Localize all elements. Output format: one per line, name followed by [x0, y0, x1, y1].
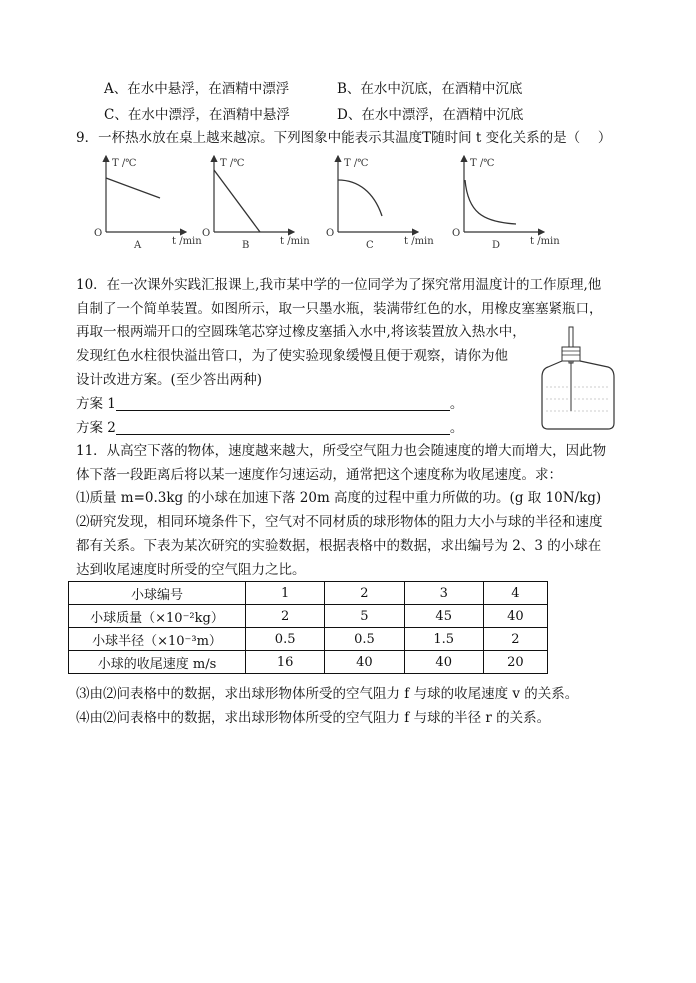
q8-option-b: B、在水中沉底，在酒精中沉底 — [337, 81, 523, 97]
q10-plan-1 — [76, 394, 463, 414]
graph-d-curve — [465, 180, 516, 224]
plan-1-answer-blank[interactable] — [116, 395, 450, 411]
plan-2-label: 方案 2 — [76, 420, 116, 436]
table-cell: 40 — [483, 605, 547, 628]
graph-c — [326, 156, 434, 250]
table-cell: 0.5 — [246, 628, 325, 651]
table-cell: 2 — [246, 605, 325, 628]
graph-c-x-label: t /min — [404, 236, 434, 247]
graph-d-x-label: t /min — [530, 236, 560, 247]
table-cell: 2 — [325, 582, 404, 605]
q10-line-4: 发现红色水柱很快溢出管口，为了使实验现象缓慢且便于观察，请你为他 — [76, 348, 508, 364]
table-cell: 40 — [404, 651, 483, 674]
graph-d-label: D — [492, 240, 501, 250]
graph-b-x-label: t /min — [280, 236, 310, 247]
graph-a — [94, 156, 202, 250]
q10-line-2: 自制了一个简单装置。如图所示，取一只墨水瓶，装满带红色的水，用橡皮塞塞紧瓶口， — [76, 301, 603, 317]
table-cell: 45 — [404, 605, 483, 628]
plan-1-period: 。 — [449, 396, 464, 412]
plan-2-period: 。 — [449, 420, 464, 436]
table-cell: 16 — [246, 651, 325, 674]
graph-b-y-label: T /℃ — [220, 158, 245, 169]
table-row — [69, 605, 548, 628]
plan-2-answer-blank[interactable] — [116, 419, 450, 435]
q10-line-5: 设计改进方案。(至少答出两种) — [76, 372, 263, 388]
q9-stem: 9．一杯热水放在桌上越来越凉。下列图象中能表示其温度T随时间 t 变化关系的是（ ） — [76, 130, 612, 146]
table-row — [69, 582, 548, 605]
graph-b — [202, 156, 310, 250]
row-header: 小球质量（×10⁻²kg） — [69, 605, 246, 628]
row-header: 小球的收尾速度 m/s — [69, 651, 246, 674]
graph-d-y-label: T /℃ — [470, 158, 495, 169]
table-cell: 20 — [483, 651, 547, 674]
table-cell: 40 — [325, 651, 404, 674]
q11-part-2-line-1: ⑵研究发现，相同环境条件下，空气对不同材质的球形物体的阻力大小与球的半径和速度 — [76, 514, 603, 530]
table-cell: 1 — [246, 582, 325, 605]
graph-b-label: B — [242, 240, 250, 250]
q11-part-3: ⑶由⑵问表格中的数据，求出球形物体所受的空气阻力 f 与球的收尾速度 v 的关系。 — [76, 686, 579, 702]
graph-c-label: C — [366, 240, 374, 250]
graph-a-curve — [106, 178, 160, 198]
q8-option-c: C、在水中漂浮，在酒精中悬浮 — [104, 107, 290, 123]
graph-c-y-label: T /℃ — [344, 158, 369, 169]
q11-line-2: 体下落一段距离后将以某一速度作匀速运动，通常把这个速度称为收尾速度。求： — [76, 467, 562, 483]
q11-part-4: ⑷由⑵问表格中的数据，求出球形物体所受的空气阻力 f 与球的半径 r 的关系。 — [76, 710, 551, 726]
row-header: 小球编号 — [69, 582, 246, 605]
q8-option-d: D、在水中漂浮，在酒精中沉底 — [337, 107, 524, 123]
graph-a-label: A — [134, 240, 142, 250]
graph-d-origin: O — [452, 228, 461, 239]
q11-part-2-line-3: 达到收尾速度时所受的空气阻力之比。 — [76, 562, 306, 578]
table-cell: 2 — [483, 628, 547, 651]
table-cell: 3 — [404, 582, 483, 605]
q11-line-1: 11．从高空下落的物体，速度越来越大，所受空气阻力也会随速度的增大而增大，因此物 — [76, 443, 607, 459]
table-row — [69, 628, 548, 651]
graph-b-curve — [214, 170, 260, 232]
q11-part-1: ⑴质量 m=0.3kg 的小球在加速下落 20m 高度的过程中重力所做的功。(g 取 10N/kg) — [76, 490, 602, 506]
graph-a-origin: O — [94, 228, 103, 239]
q11-part-2-line-2: 都有关系。下表为某次研究的实验数据，根据表格中的数据，求出编号为 2、3 的小球在 — [76, 538, 602, 554]
row-header: 小球半径（×10⁻³m） — [69, 628, 246, 651]
ink-bottle-apparatus-illustration — [538, 325, 628, 435]
graph-c-curve — [338, 180, 382, 216]
plan-1-label: 方案 1 — [76, 396, 116, 412]
q8-option-a: A、在水中悬浮，在酒精中漂浮 — [104, 81, 290, 97]
graph-b-origin: O — [202, 228, 211, 239]
graph-a-y-label: T /℃ — [112, 158, 137, 169]
table-cell: 1.5 — [404, 628, 483, 651]
q9-graphs — [90, 150, 560, 250]
ball-data-table — [68, 581, 548, 674]
table-row — [69, 651, 548, 674]
q10-line-3: 再取一根两端开口的空圆珠笔芯穿过橡皮塞插入水中,将该装置放入热水中， — [76, 324, 526, 340]
rubber-stopper — [562, 347, 580, 361]
bottle-body — [542, 361, 614, 429]
q10-line-1: 10．在一次课外实践汇报课上,我市某中学的一位同学为了探究常用温度计的工作原理,他 — [76, 277, 602, 293]
graph-d — [452, 156, 560, 250]
table-cell: 0.5 — [325, 628, 404, 651]
table-cell: 5 — [325, 605, 404, 628]
q10-plan-2 — [76, 418, 463, 438]
graph-c-origin: O — [326, 228, 335, 239]
table-cell: 4 — [483, 582, 547, 605]
graph-a-x-label: t /min — [172, 236, 202, 247]
